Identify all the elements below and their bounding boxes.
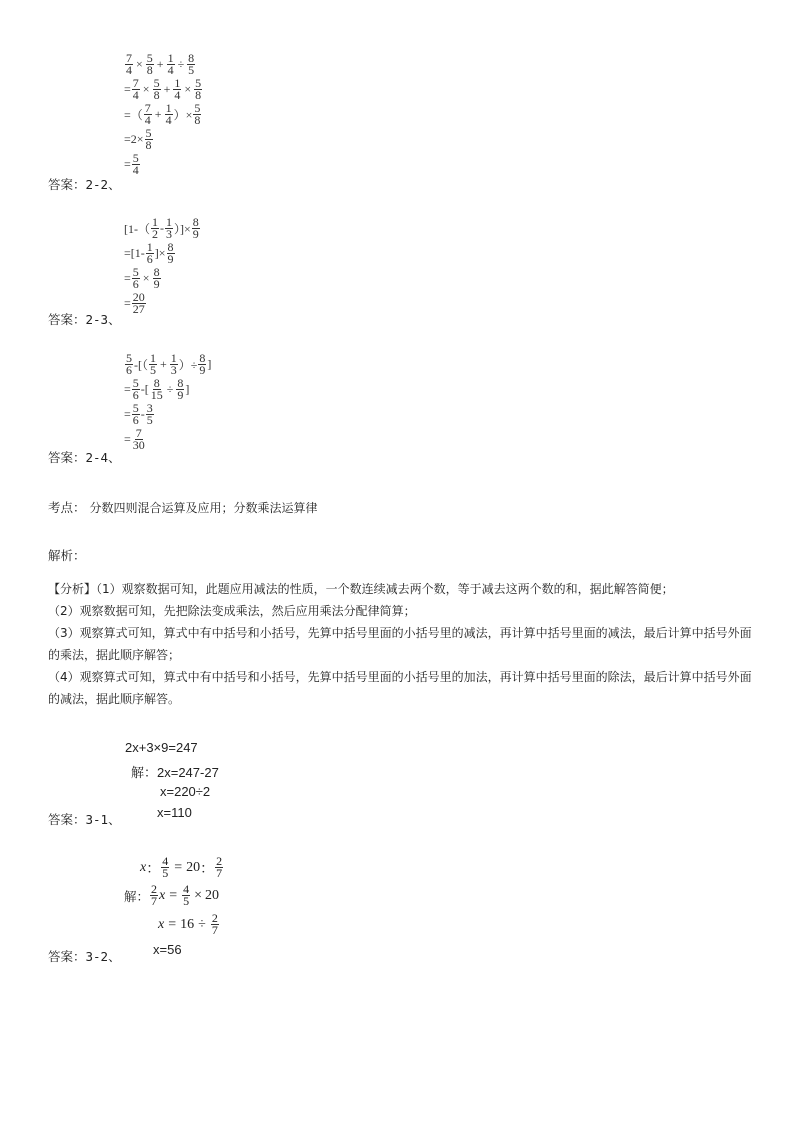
math-line: = $\frac{5}{6}$ - $\frac{3}{5}$	[124, 401, 153, 427]
answer-label-3-1: 答案：3-1、	[48, 812, 121, 827]
answer-label-2-3: 答案：2-3、	[48, 312, 121, 327]
analysis-body	[48, 578, 758, 710]
answer-2-2-work	[124, 52, 203, 177]
eq-3-1-line-3: x=220÷2	[160, 784, 211, 799]
answer-label-2-4: 答案：2-4、	[48, 450, 121, 465]
answer-label-2-2: 答案：2-2、	[48, 177, 121, 192]
math-line: = $\frac{20}{27}$	[124, 290, 145, 316]
math-line: $\frac{7}{4}$ × $\frac{5}{8}$ + $\frac{1}{4}$ ÷ $\frac{8}{5}$	[126, 51, 195, 77]
analysis-paragraph: （2）观察数据可知，先把除法变成乘法，然后应用乘法分配律简算；	[48, 604, 416, 618]
key-points-value: 分数四则混合运算及应用；分数乘法运算律	[89, 501, 318, 515]
eq-3-1-line-1: 2x+3×9=247	[125, 740, 198, 755]
math-line: =2× $\frac{5}{8}$	[124, 126, 152, 152]
eq-3-1-line-4: x=110	[157, 805, 192, 820]
key-points	[48, 498, 318, 516]
analysis-paragraph: （3）观察算式可知，算式中有中括号和小括号，先算中括号里面的小括号里的减法，再计算中括号里面的减法，最后计算中括号外面的乘法，据此顺序解答；	[48, 626, 752, 662]
analysis-heading: 解析：	[48, 548, 86, 563]
analysis-paragraph: （4）观察算式可知，算式中有中括号和小括号，先算中括号里面的小括号里的加法，再计算中括号里面的除法，最后计算中括号外面的减法，据此顺序解答。	[48, 670, 752, 706]
answer-2-4-work	[124, 352, 211, 452]
eq-3-2-line-3: x = 16 ÷ $\frac{2}{7}$	[158, 911, 218, 937]
eq-3-2-answer: x=56	[153, 942, 182, 957]
math-line: [1-（ $\frac{1}{2}$ - $\frac{1}{3}$ ）]× $\frac{8}{9}$	[124, 215, 199, 241]
math-line: =[1- $\frac{1}{6}$ ]× $\frac{8}{9}$	[124, 240, 174, 266]
key-points-label: 考点：	[48, 500, 86, 515]
math-line: = $\frac{5}{6}$ × $\frac{8}{9}$	[124, 265, 160, 291]
math-line: =（ $\frac{7}{4}$ + $\frac{1}{4}$ ）× $\frac{5}{8}$	[124, 101, 201, 127]
math-line: $\frac{5}{6}$ -[（ $\frac{1}{5}$ + $\frac{1}{3}$ ）÷ $\frac{8}{9}$ ]	[126, 351, 212, 377]
eq-3-1-line-2: 解：2x=247-27	[131, 765, 219, 780]
eq-3-2-line-1: x ： $\frac{4}{5}$ = 20 ： $\frac{2}{7}$	[140, 854, 223, 880]
math-line: = $\frac{7}{4}$ × $\frac{5}{8}$ + $\frac{1}{4}$ × $\frac{5}{8}$	[124, 76, 202, 102]
answer-2-3-work	[124, 216, 201, 316]
math-line: = $\frac{5}{6}$ -[ $\frac{8}{15}$ ÷ $\frac{8}{9}$ ]	[124, 376, 190, 402]
math-line: = $\frac{7}{30}$	[124, 426, 145, 452]
answer-label-3-2: 答案：3-2、	[48, 949, 121, 964]
analysis-paragraph: 【分析】（1）观察数据可知，此题应用减法的性质，一个数连续减去两个数，等于减去这两个数的和，据此解答简便；	[48, 582, 674, 596]
eq-3-2-line-2: 解： $\frac{2}{7}$ x = $\frac{4}{5}$ × 20	[124, 882, 220, 908]
math-line: = $\frac{5}{4}$	[124, 151, 139, 177]
